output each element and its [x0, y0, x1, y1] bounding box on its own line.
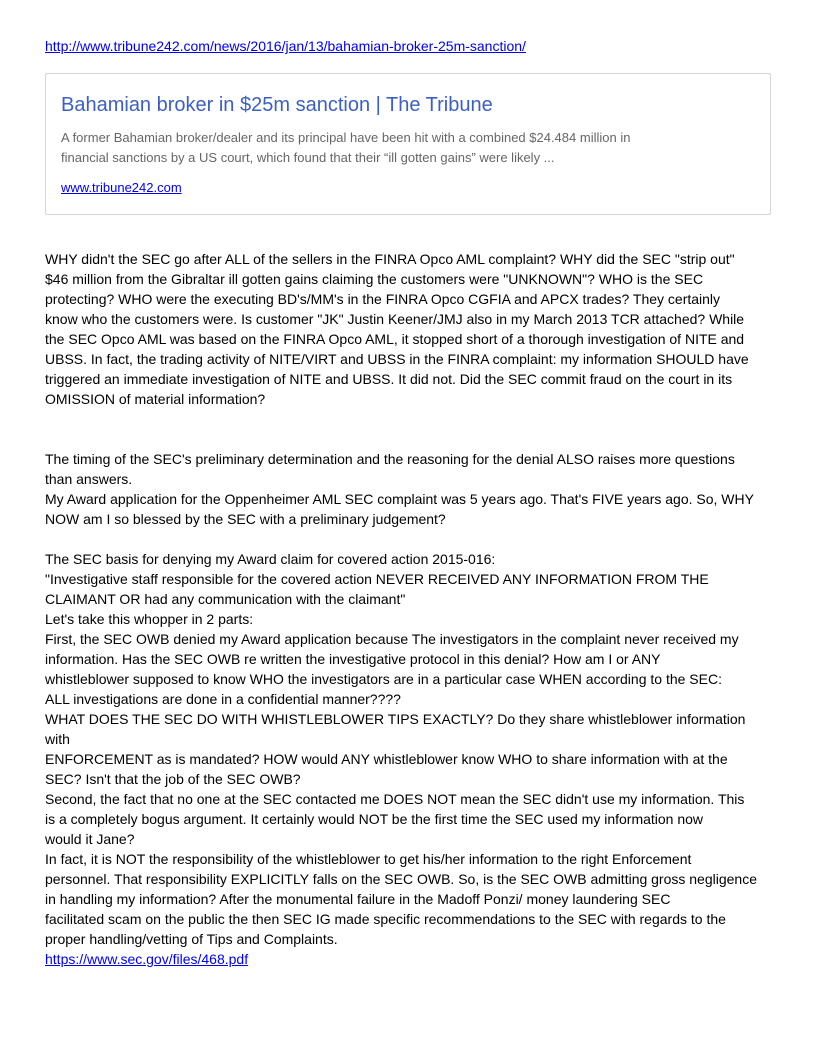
text-line: would it Jane? [45, 831, 135, 847]
document-page [45, 36, 773, 969]
text-line: Second, the fact that no one at the SEC contacted me DOES NOT mean the SEC didn't use my information. This [45, 791, 745, 807]
text-line: is a completely bogus argument. It certainly would NOT be the first time the SEC used my information now [45, 811, 704, 827]
text-line: ALL investigations are done in a confidential manner???? [45, 691, 401, 707]
card-domain-link[interactable]: www.tribune242.com [61, 180, 182, 195]
sec-pdf-link[interactable]: https://www.sec.gov/files/468.pdf [45, 951, 249, 967]
link-preview-card[interactable] [45, 73, 771, 215]
text-line: UBSS. In fact, the trading activity of NITE/VIRT and UBSS in the FINRA complaint: my information SHOULD have [45, 351, 749, 367]
text-line: triggered an immediate investigation of NITE and UBSS. It did not. Did the SEC commit fraud on the court in its [45, 371, 733, 387]
text-line: WHAT DOES THE SEC DO WITH WHISTLEBLOWER TIPS EXACTLY? Do they share whistleblower information with [45, 711, 746, 747]
text-line: First, the SEC OWB denied my Award application because The investigators in the complaint never received my [45, 631, 739, 647]
text-line: than answers. [45, 471, 133, 487]
card-title[interactable]: Bahamian broker in $25m sanction | The Tribune [61, 94, 493, 116]
text-line: whistleblower supposed to know WHO the investigators are in a particular case WHEN according to the SEC: [45, 671, 722, 687]
text-line: in handling my information? After the monumental failure in the Madoff Ponzi/ money laundering SEC [45, 891, 671, 907]
text-line: SEC? Isn't that the job of the SEC OWB? [45, 771, 301, 787]
blank-line [45, 529, 773, 549]
text-line: The timing of the SEC's preliminary determination and the reasoning for the denial ALSO raises more questions [45, 451, 735, 467]
text-line: personnel. That responsibility EXPLICITLY falls on the SEC OWB. So, is the SEC OWB admitting gross negligence [45, 871, 757, 887]
text-line: facilitated scam on the public the then SEC IG made specific recommendations to the SEC with regards to the [45, 911, 726, 927]
card-description-line: financial sanctions by a US court, which found that their “ill gotten gains” were likely ... [61, 150, 555, 165]
text-line: NOW am I so blessed by the SEC with a preliminary judgement? [45, 511, 446, 527]
text-line: My Award application for the Oppenheimer AML SEC complaint was 5 years ago. That's FIVE years ago. So, WHY [45, 491, 754, 507]
blank-lines [45, 409, 773, 449]
card-description-line: A former Bahamian broker/dealer and its principal have been hit with a combined $24.484 million in [61, 130, 631, 145]
text-line: "Investigative staff responsible for the covered action NEVER RECEIVED ANY INFORMATION FROM THE [45, 571, 709, 587]
text-line: protecting? WHO were the executing BD's/MM's in the FINRA Opco CGFIA and APCX trades? They certainly [45, 291, 721, 307]
text-line: $46 million from the Gibraltar ill gotten gains claiming the customers were "UNKNOWN"? WHO is the SEC [45, 271, 704, 287]
text-line: know who the customers were. Is customer "JK" Justin Keener/JMJ also in my March 2013 TCR attached? While [45, 311, 745, 327]
text-line: information. Has the SEC OWB re written the investigative protocol in this denial? How am I or ANY [45, 651, 661, 667]
text-line: the SEC Opco AML was based on the FINRA Opco AML, it stopped short of a thorough investigation of NITE and [45, 331, 745, 347]
text-line: CLAIMANT OR had any communication with the claimant" [45, 591, 406, 607]
text-line: proper handling/vetting of Tips and Complaints. [45, 931, 338, 947]
text-line: ENFORCEMENT as is mandated? HOW would ANY whistleblower know WHO to share information with at the [45, 751, 728, 767]
text-line: WHY didn't the SEC go after ALL of the sellers in the FINRA Opco AML complaint? WHY did the SEC "strip out" [45, 251, 735, 267]
text-line: Let's take this whopper in 2 parts: [45, 611, 254, 627]
article-url-link[interactable]: http://www.tribune242.com/news/2016/jan/13/bahamian-broker-25m-sanction/ [45, 38, 526, 54]
paragraph-sec-questions [45, 249, 773, 409]
paragraph-award-denial [45, 549, 773, 969]
paragraph-timing [45, 449, 773, 529]
text-line: In fact, it is NOT the responsibility of the whistleblower to get his/her information to the right Enforcement [45, 851, 692, 867]
text-line: The SEC basis for denying my Award claim for covered action 2015-016: [45, 551, 496, 567]
text-line: OMISSION of material information? [45, 391, 266, 407]
card-description [61, 128, 755, 168]
